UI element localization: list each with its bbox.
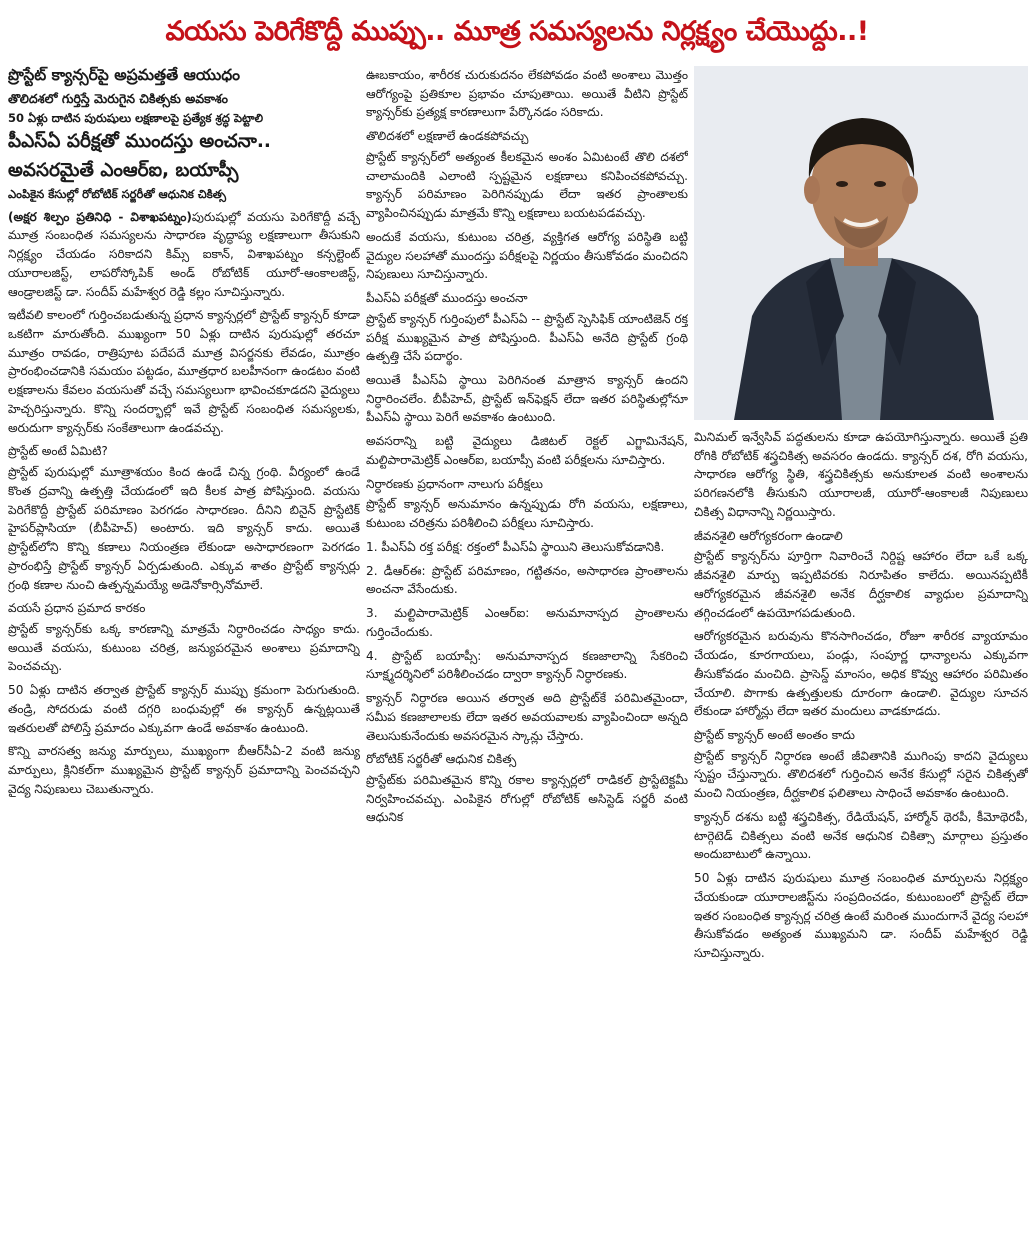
list-item: 3. మల్టిపారామెట్రిక్ ఎంఆర్ఐ: అనుమానాస్పద ప్రాంతాలను గుర్తించేందుకు.	[366, 606, 688, 639]
subheading: ప్రొస్టేట్ క్యాన్సర్ అంటే అంతం కాదు	[694, 728, 855, 743]
subheading: వయసే ప్రధాన ప్రమాద కారకం	[8, 601, 146, 616]
subheading: తొలిదశలో లక్షణాలే ఉండకపోవచ్చు	[366, 129, 529, 144]
paragraph: ప్రొస్టేట్ క్యాన్సర్‌లో అత్యంత కీలకమైన అంశం ఏమిటంటే తొలి దశలో చాలామందికి ఎలాంటి స్పష్టమైన లక్షణాలు కనిపించకపోవచ్చు. క్యాన్సర్ పరిమాణం పెరిగినప్పుడు లేదా ఇతర ప్రాంతాలకు వ్యాపించినప్పుడు మాత్రమే కొన్ని లక్షణాలు బయటపడవచ్చు.	[366, 149, 688, 221]
kicker-3: 50 ఏళ్లు దాటిన పురుషులు లక్షణాలపై ప్రత్యేక శ్రద్ధ పెట్టాలి	[8, 110, 263, 125]
paragraph: మినిమల్ ఇన్వేసివ్ పద్ధతులను కూడా ఉపయోగిస్తున్నారు. అయితే ప్రతి రోగికి రోబోటిక్ శస్త్రచికిత్స అవసరం ఉండదు. క్యాన్సర్ దశ, రోగి వయసు, సాధారణ ఆరోగ్య స్థితి, శస్త్రచికిత్సకు అనుకూలత వంటి అంశాలను పరిగణనలోకి తీసుకుని యూరాలజీ, యూరో-ఆంకాలజీ నిపుణులు చికిత్స విధానాన్ని నిర్ణయిస్తారు.	[694, 430, 1028, 519]
paragraph: ప్రొస్టేట్ క్యాన్సర్ నిర్ధారణ అంటే జీవితానికి ముగింపు కాదని వైద్యులు స్పష్టం చేస్తున్నారు. తొలిదశలో గుర్తించిన అనేక కేసుల్లో సరైన చికిత్సతో మంచి నియంత్రణ, దీర్ఘకాలిక ఫలితాలు సాధించే అవకాశం ఉంటుంది.	[694, 748, 1028, 801]
subheading: జీవనశైలి ఆరోగ్యకరంగా ఉండాలి	[694, 528, 843, 543]
paragraph: ప్రొస్టేట్ పురుషుల్లో మూత్రాశయం కింద ఉండే చిన్న గ్రంథి. వీర్యంలో ఉండే కొంత ద్రవాన్ని ఉత్పత్తి చేయడంలో ఇది కీలక పాత్ర పోషిస్తుంది. వయసు పెరిగేకొద్దీ ప్రొస్టేట్ పరిమాణం పెరగడం సాధారణం. దీనిని బినైన్ ప్రొస్టేటిక్ హైపర్‌ప్లాసియా (బీపీహెచ్) అంటారు. ఇది క్యాన్సర్ కాదు. అయితే ప్రొస్టేట్‌లోని కొన్ని కణాలు నియంత్రణ లేకుండా అసాధారణంగా పెరగడం ప్రారంభిస్తే ప్రొస్టేట్ క్యాన్సర్ ఏర్పడుతుంది. ఎక్కువ శాతం ప్రొస్టేట్ క్యాన్సర్లు గ్రంథి కణాల నుంచి ఉత్పన్నమయ్యే అడెనోకార్సినోమాలే.	[8, 465, 360, 592]
paragraph: ప్రొస్టేట్ క్యాన్సర్‌ను పూర్తిగా నివారించే నిర్దిష్ట ఆహారం లేదా ఒకే ఒక్క జీవనశైలి మార్పు ఇప్పటివరకు నిరూపితం కాలేదు. అయినప్పటికీ ఆరోగ్యకరమైన జీవనశైలి అనేక దీర్ఘకాలిక వ్యాధుల ప్రమాదాన్ని తగ్గించడంలో ఉపయోగపడుతుంది.	[694, 549, 1028, 620]
kicker-2: తొలిదశలో గుర్తిస్తే మెరుగైన చికిత్సకు అవకాశం	[8, 90, 229, 106]
subheading: నిర్ధారణకు ప్రధానంగా నాలుగు పరీక్షలు	[366, 476, 543, 491]
article-column-3	[694, 428, 1028, 1246]
subheading: రోబోటిక్ సర్జరీతో ఆధునిక చికిత్స	[366, 752, 517, 767]
paragraph: క్యాన్సర్ దశను బట్టి శస్త్రచికిత్స, రేడియేషన్, హార్మోన్ థెరపీ, కీమోథెరపీ, టార్గెటెడ్ చికిత్సలు వంటి అనేక ఆధునిక చికిత్సా మార్గాలు ప్రస్తుతం అందుబాటులో ఉన్నాయి.	[694, 809, 1028, 862]
paragraph: అయితే పీఎస్ఏ స్థాయి పెరిగినంత మాత్రాన క్యాన్సర్ ఉందని నిర్ధారించలేం. బీపీహెచ్, ప్రొస్టేట్ ఇన్‌ఫెక్షన్ లేదా ఇతర పరిస్థితుల్లోనూ పీఎస్ఏ స్థాయి పెరిగే అవకాశం ఉంటుంది.	[366, 373, 688, 425]
paragraph: అవసరాన్ని బట్టి వైద్యులు డిజిటల్ రెక్టల్ ఎగ్జామినేషన్, మల్టిపారామెట్రిక్ ఎంఆర్ఐ, బయాప్సీ వంటి పరీక్షలను సూచిస్తారు.	[366, 434, 688, 467]
subheading: ప్రొస్టేట్ అంటే ఏమిటి?	[8, 444, 108, 459]
paragraph: క్యాన్సర్ నిర్ధారణ అయిన తర్వాత అది ప్రొస్టేట్‌కే పరిమితమైందా, సమీప కణజాలాలకు లేదా ఇతర అవయవాలకు వ్యాపించిందా అన్నది తెలుసుకునేందుకు అవసరమైన స్కాన్లు చేస్తారు.	[366, 691, 688, 743]
paragraph: 50 ఏళ్లు దాటిన పురుషులు మూత్ర సంబంధిత మార్పులను నిర్లక్ష్యం చేయకుండా యూరాలజిస్ట్‌ను సంప్రదించడం, కుటుంబంలో ప్రొస్టేట్ లేదా ఇతర సంబంధిత క్యాన్సర్ల చరిత్ర ఉంటే మరింత ముందుగానే వైద్య సలహా తీసుకోవడం అత్యంత ముఖ్యమని డా. సందీప్ మహేశ్వర రెడ్డి సూచిస్తున్నారు.	[694, 871, 1028, 961]
article-column-1	[8, 66, 360, 1246]
kicker-5: అవసరమైతే ఎంఆర్ఐ, బయాప్సీ	[8, 159, 239, 181]
paragraph: ఇటీవలి కాలంలో గుర్తించబడుతున్న ప్రధాన క్యాన్సర్లలో ప్రొస్టేట్ క్యాన్సర్ కూడా ఒకటిగా మారుతోంది. ముఖ్యంగా 50 ఏళ్లు దాటిన పురుషుల్లో తరచూ మూత్రం రావడం, రాత్రిపూట పదేపదే మూత్ర విసర్జనకు లేవడం, మూత్రం ప్రారంభించడానికి సమయం పట్టడం, మూత్రధార బలహీనంగా ఉండటం వంటి లక్షణాలను కేవలం వయసుతో వచ్చే సమస్యలుగా భావించకూడదని వైద్యులు హెచ్చరిస్తున్నారు. కొన్ని సందర్భాల్లో ఇవే ప్రొస్టేట్ సంబంధిత సమస్యలకు, అరుదుగా క్యాన్సర్‌కు సంకేతాలుగా ఉండవచ్చు.	[8, 308, 360, 435]
list-item: 2. డీఆర్ఈ: ప్రొస్టేట్ పరిమాణం, గట్టితనం, అసాధారణ ప్రాంతాలను అంచనా వేసేందుకు.	[366, 563, 688, 597]
paragraph: ప్రొస్టేట్ క్యాన్సర్ గుర్తింపులో పీఎస్ఏ -- ప్రొస్టేట్ స్పెసిఫిక్ యాంటిజెన్ రక్త పరీక్ష ముఖ్యమైన పాత్ర పోషిస్తుంది. పీఎస్ఏ అనేది ప్రొస్టేట్ గ్రంథి ఉత్పత్తి చేసే పదార్థం.	[366, 311, 688, 364]
paragraph-text: పురుషుల్లో వయసు పెరిగేకొద్దీ వచ్చే మూత్ర సంబంధిత సమస్యలను సాధారణ వృద్ధాప్య లక్షణాలుగా తీసుకుని నిర్లక్ష్యం చేయడం సరికాదని కిమ్స్ ఐకాన్, విశాఖపట్నం కన్సల్టెంట్ యూరాలజిస్ట్, లాపరోస్కోపిక్ అండ్ రోబోటిక్ యూరో-ఆంకాలజిస్ట్, ఆండ్రాలజిస్ట్ డా. సందీప్ మహేశ్వర రెడ్డి కల్లం సూచిస్తున్నారు.	[8, 209, 360, 299]
paragraph: ఆరోగ్యకరమైన బరువును కొనసాగించడం, రోజూ శారీరక వ్యాయామం చేయడం, కూరగాయలు, పండ్లు, సంపూర్ణ ధాన్యాలను ఎక్కువగా తీసుకోవడం మంచిది. ప్రాసెస్డ్ మాంసం, అధిక కొవ్వు ఆహారం పరిమితం చేయాలి. పొగాకు ఉత్పత్తులకు దూరంగా ఉండాలి. వైద్యుల సూచన లేకుండా హార్మోన్లు లేదా ఇతర మందులు వాడకూడదు.	[694, 629, 1028, 719]
doctor-photo	[694, 66, 1028, 420]
test-list	[366, 538, 688, 684]
doctor-portrait-illustration	[694, 66, 1028, 420]
list-item: 4. ప్రొస్టేట్ బయాప్సీ: అనుమానాస్పద కణజాలాన్ని సేకరించి సూక్ష్మదర్శినిలో పరిశీలించడం ద్వారా క్యాన్సర్ నిర్ధారణకు.	[366, 648, 688, 682]
kicker-1: ప్రొస్టేట్ క్యాన్సర్‌పై అప్రమత్తతే ఆయుధం	[8, 66, 241, 84]
dateline: (అక్షర శిల్పం ప్రతినిధి - విశాఖపట్నం)	[8, 209, 192, 224]
paragraph: కొన్ని వారసత్వ జన్యు మార్పులు, ముఖ్యంగా బీఆర్‌సీఏ-2 వంటి జన్యు మార్పులు, క్లినికల్‌గా ముఖ్యమైన ప్రొస్టేట్ క్యాన్సర్ ప్రమాదాన్ని పెంచవచ్చని వైద్య నిపుణులు చెబుతున్నారు.	[8, 744, 360, 796]
paragraph: ఊబకాయం, శారీరక చురుకుదనం లేకపోవడం వంటి అంశాలు మొత్తం ఆరోగ్యంపై ప్రతికూల ప్రభావం చూపుతాయి. అయితే వీటిని ప్రొస్టేట్ క్యాన్సర్‌కు ప్రత్యక్ష కారణాలుగా పేర్కొనడం సరికాదు.	[366, 68, 688, 120]
headline-text: వయసు పెరిగేకొద్దీ ముప్పు.. మూత్ర సమస్యలను నిర్లక్ష్యం చేయొద్దు..!	[165, 16, 869, 48]
kicker-4: పీఎస్ఏ పరీక్షతో ముందస్తు అంచనా..	[8, 131, 271, 153]
paragraph: 50 ఏళ్లు దాటిన తర్వాత ప్రొస్టేట్ క్యాన్సర్ ముప్పు క్రమంగా పెరుగుతుంది. తండ్రి, సోదరుడు వంటి దగ్గరి బంధువుల్లో ఈ క్యాన్సర్ ఉన్నట్లయితే ఇతరులతో పోలిస్తే ప్రమాదం ఎక్కువగా ఉండే అవకాశం ఉంటుంది.	[8, 683, 360, 735]
headline	[0, 0, 1034, 64]
paragraph: ప్రొస్టేట్ క్యాన్సర్ అనుమానం ఉన్నప్పుడు రోగి వయసు, లక్షణాలు, కుటుంబ చరిత్రను పరిశీలించి పరీక్షలు సూచిస్తారు.	[366, 497, 688, 531]
list-item: 1. పీఎస్ఏ రక్త పరీక్ష: రక్తంలో పీఎస్ఏ స్థాయిని తెలుసుకోవడానికి.	[366, 539, 665, 554]
paragraph	[8, 208, 360, 302]
article-column-2	[366, 66, 688, 1246]
kicker-6: ఎంపికైన కేసుల్లో రోబోటిక్ సర్జరీతో ఆధునిక చికిత్స	[8, 186, 227, 201]
paragraph: అందుకే వయసు, కుటుంబ చరిత్ర, వ్యక్తిగత ఆరోగ్య పరిస్థితి బట్టి వైద్యుల సలహాతో ముందస్తు పరీక్షలపై నిర్ణయం తీసుకోవడం మంచిదని నిపుణులు సూచిస్తున్నారు.	[366, 229, 688, 282]
paragraph: ప్రొస్టేట్‌కు పరిమితమైన కొన్ని రకాల క్యాన్సర్లలో రాడికల్ ప్రొస్టేటెక్టమీ నిర్వహించవచ్చు. ఎంపికైన రోగుల్లో రోబోటిక్ అసిస్టెడ్ సర్జరీ వంటి ఆధునిక	[366, 772, 688, 825]
paragraph: ప్రొస్టేట్ క్యాన్సర్‌కు ఒక్క కారణాన్ని మాత్రమే నిర్ధారించడం సాధ్యం కాదు. అయితే వయసు, కుటుంబ చరిత్ర, జన్యుపరమైన అంశాలు ప్రమాదాన్ని పెంచవచ్చు.	[8, 621, 360, 674]
subheading: పీఎస్ఏ పరీక్షతో ముందస్తు అంచనా	[366, 291, 528, 306]
